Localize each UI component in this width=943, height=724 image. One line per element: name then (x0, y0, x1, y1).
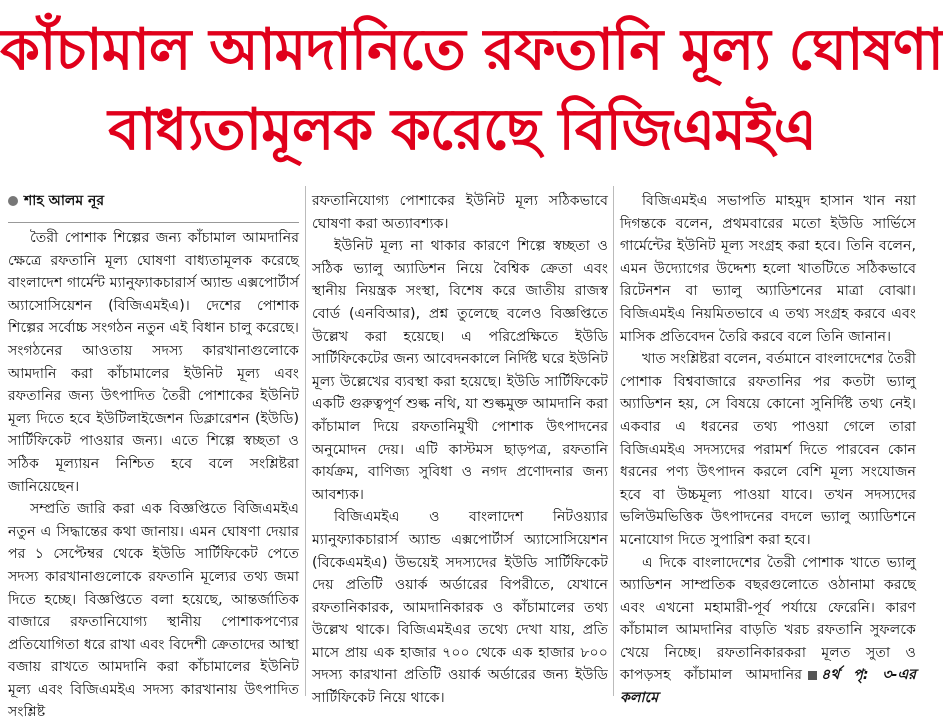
paragraph: তৈরী পোশাক শিল্পের জন্য কাঁচামাল আমদানির ক্ষেত্রে রফতানি মূল্য ঘোষণা বাধ্যতামূলক করেছে বাংলাদেশ গার্মেন্ট ম্যানুফ্যাকচারার্স অ্যান্ড এক্সপোর্টার্স অ্যাসোসিয়েশন (বিজিএমইএ)। দেশের পোশাক শিল্পের সর্বোচ্চ সংগঠন নতুন এই বিধান চালু করেছে। সংগঠনের আওতায় সদস্য কারখানাগুলোকে আমদানি করা কাঁচামালের ইউনিট মূল্য এবং রফতানির জন্য উৎপাদিত তৈরী পোশাকের ইউনিট মূল্য দিতে হবে ইউটিলাইজেশন ডিক্লারেশন (ইউডি) সার্টিফিকেট পাওয়ার জন্য। এতে শিল্পে স্বচ্ছতা ও সঠিক মূল্যায়ন নিশ্চিত হবে বলে সংশ্লিষ্টরা জানিয়েছেন। (8, 230, 299, 495)
continued-on-text: ৪র্থ পৃ: ৩-এর কলামে (620, 667, 916, 707)
paragraph: রফতানিযোগ্য পোশাকের ইউনিট মূল্য সঠিকভাবে ঘোষণা করা অত্যাবশ্যক। (312, 193, 608, 232)
column-divider (305, 186, 306, 696)
square-marker-icon (808, 671, 817, 680)
paragraph: ইউনিট মূল্য না থাকার কারণে শিল্পে স্বচ্ছতা ও সঠিক ভ্যালু অ্যাডিশন নিয়ে বৈশ্বিক ক্রেতা এবং স্থানীয় নিয়ন্ত্রক সংস্থা, বিশেষ করে জাতীয় রাজস্ব বোর্ড (এনবিআর), প্রশ্ন তুলেছে বলেও বিজ্ঞপ্তিতে উল্লেখ করা হয়েছে। এ পরিপ্রেক্ষিতে ইউডি সার্টিফিকেটের জন্য আবেদনকালে নির্দিষ্ট ঘরে ইউনিট মূল্য উল্লেখের ব্যবস্থা করা হয়েছে। ইউডি সার্টিফিকেট একটি গুরুত্বপূর্ণ শুল্ক নথি, যা শুল্কমুক্ত আমদানি করা কাঁচামাল দিয়ে রফতানিমুখী পোশাক উৎপাদনের অনুমোদন দেয়। এটি কাস্টমস ছাড়পত্র, রফতানি কার্যক্রম, বাণিজ্য সুবিধা ও নগদ প্রণোদনার জন্য আবশ্যক। (312, 238, 608, 503)
headline-line-1: কাঁচামাল আমদানিতে রফতানি মূল্য ঘোষণা (0, 17, 943, 83)
headline-line-2: বাধ্যতামূলক করেছে বিজিএমইএ (108, 97, 816, 163)
byline (8, 190, 299, 212)
bullet-icon (8, 196, 18, 206)
paragraph: বিজিএমইএ ও বাংলাদেশ নিটওয়্যার ম্যানুফ্যাকচারার্স অ্যান্ড এক্সপোর্টার্স অ্যাসোসিয়েশন (বিকেএমইএ) উভয়েই সদস্যদের ইউডি সার্টিফিকেট দেয় প্রতিটি ওয়ার্ক অর্ডারের বিপরীতে, যেখানে রফতানিকারক, আমদানিকারক ও কাঁচামালের তথ্য উল্লেখ থাকে। বিজিএমইএর তথ্যে দেখা যায়, প্রতি মাসে প্রায় এক হাজার ৭০০ থেকে এক হাজার ৮০০ সদস্য কারখানা প্রতিটি ওয়ার্ক অর্ডারের জন্য ইউডি সার্টিফিকেট নিয়ে থাকে। (312, 509, 608, 707)
paragraph-text: এ দিকে বাংলাদেশের তৈরী পোশাক খাতে ভ্যালু অ্যাডিশন সাম্প্রতিক বছরগুলোতে ওঠানামা করছে এবং এখনো মহামারী-পূর্ব পর্যায়ে ফেরেনি। কারণ কাঁচামাল আমদানির বাড়তি খরচ রফতানি সুফলকে খেয়ে নিচ্ছে। রফতানিকারকরা মূলত সুতা ও কাপড়সহ কাঁচামাল আমদানির (620, 554, 916, 684)
column-divider (613, 186, 614, 696)
author-name: শাহ আলম নূর (24, 193, 105, 209)
paragraph: খাত সংশ্লিষ্টরা বলেন, বর্তমানে বাংলাদেশের তৈরী পোশাক বিশ্ববাজারে রফতানির পর কতটা ভ্যালু অ্যাডিশন হয়, সে বিষয়ে কোনো সুনির্দিষ্ট তথ্য নেই। একবার এ ধরনের তথ্য পাওয়া গেলে তারা বিজিএমইএ সদস্যদের পরামর্শ দিতে পারবেন কোন ধরনের পণ্য উৎপাদন করলে বেশি মূল্য সংযোজন হবে বা উচ্চমূল্য পাওয়া যাবে। তখন সদস্যদের ভলিউমভিত্তিক উৎপাদনের বদলে ভ্যালু অ্যাডিশনে মনোযোগ দিতে সুপারিশ করা হবে। (620, 351, 916, 548)
article-column-2 (312, 190, 608, 707)
paragraph: বিজিএমইএ সভাপতি মাহমুদ হাসান খান নয়া দিগন্তকে বলেন, প্রথমবারের মতো ইউডি সার্ভিসে গার্মেন্টের ইউনিট মূল্য সংগ্রহ করা হবে। তিনি বলেন, এমন উদ্যোগের উদ্দেশ্য হলো খাতটিতে সঠিকভাবে রিটেনশন বা ভ্যালু অ্যাডিশনের মাত্রা বোঝা। বিজিএমইএ নিয়মিতভাবে এ তথ্য সংগ্রহ করবে এবং মাসিক প্রতিবেদন তৈরি করবে বলে তিনি জানান। (620, 193, 916, 345)
byline-divider (8, 222, 299, 223)
article-column-1 (8, 190, 300, 721)
paragraph (620, 552, 916, 710)
article-column-3 (620, 190, 916, 707)
headline (0, 0, 943, 178)
paragraph: সম্প্রতি জারি করা এক বিজ্ঞপ্তিতে বিজিএমইএ নতুন এ সিদ্ধান্তের কথা জানায়। এমন ঘোষণা দেয়ার পর ১ সেপ্টেম্বর থেকে ইউডি সার্টিফিকেট পেতে সদস্য কারখানাগুলোকে রফতানি মূল্যের তথ্য জমা দিতে হচ্ছে। বিজ্ঞপ্তিতে বলা হয়েছে, আন্তর্জাতিক বাজারে রফতানিযোগ্য স্থানীয় পোশাকপণ্যের প্রতিযোগিতা ধরে রাখা এবং বিদেশী ক্রেতাদের আস্থা বজায় রাখতে আমদানি করা কাঁচামালের ইউনিট মূল্য এবং বিজিএমইএ সদস্য কারখানায় উৎপাদিত সংশ্লিষ্ট (8, 501, 300, 721)
